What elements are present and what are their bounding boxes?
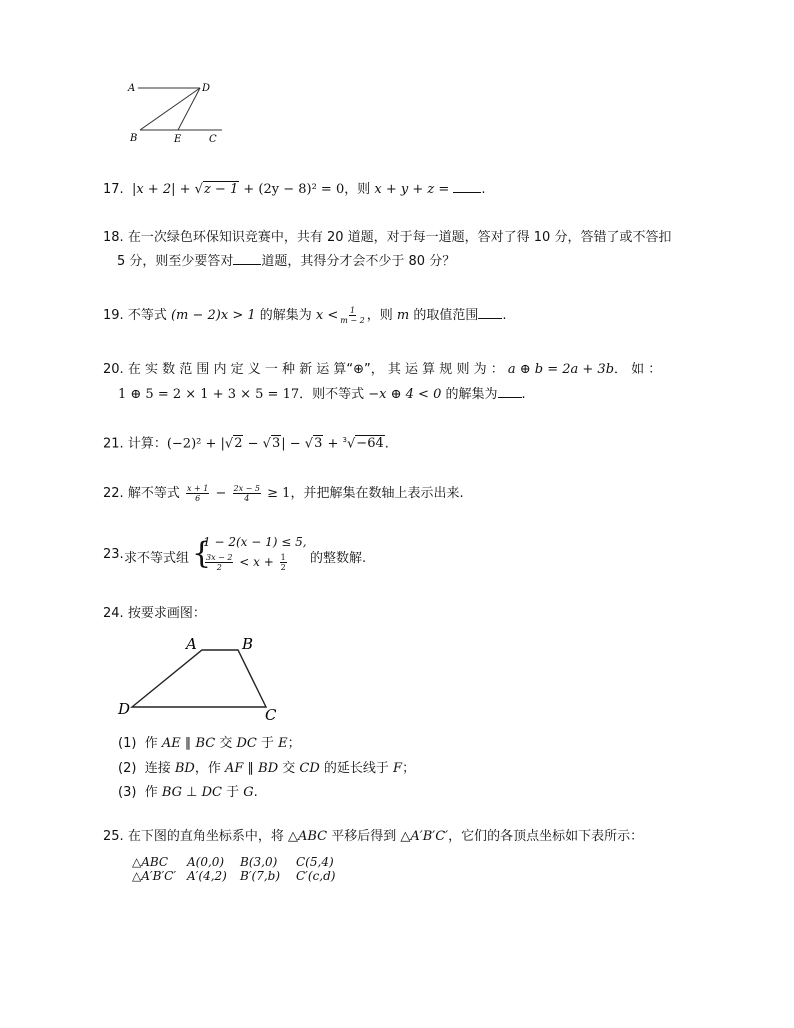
q22-text-b: ，并把解集在数轴上表示出来.	[290, 486, 464, 501]
figure-trapezoid	[116, 632, 286, 724]
pt: E	[278, 736, 288, 751]
q19-text-c: ，则	[366, 308, 397, 323]
table-row	[132, 869, 336, 883]
seg: BD	[174, 761, 195, 776]
seg: DC	[201, 785, 222, 800]
answer-blank[interactable]	[233, 252, 261, 265]
seg: AE	[161, 736, 181, 751]
label-b: B	[242, 635, 254, 653]
example: 1 ⊕ 5 = 2 × 1 + 3 × 5 = 17	[118, 387, 300, 402]
frac-num: 1	[280, 553, 286, 562]
q24-text: 按要求画图：	[127, 606, 206, 621]
t: 作	[144, 785, 162, 800]
t: 连接	[144, 761, 175, 776]
fraction-1	[186, 484, 209, 503]
seg: CD	[299, 761, 320, 776]
q19-text-b: 的解集为	[255, 308, 316, 323]
item-number: (3)	[118, 785, 137, 800]
pt: G	[243, 785, 254, 800]
t: 于	[221, 785, 244, 800]
label-b: B	[130, 133, 138, 144]
answer-blank[interactable]	[478, 306, 502, 319]
frac-den: 4	[244, 494, 250, 503]
q19-text-a: 不等式	[127, 308, 171, 323]
ge-one: ≥ 1	[263, 486, 291, 501]
table-cell: C(5,4)	[296, 855, 334, 869]
frac-num: 2x − 5	[233, 484, 261, 493]
period: .	[502, 308, 507, 323]
fraction	[340, 306, 364, 325]
question-20-line2	[118, 385, 526, 405]
q20-line2-mid: ．则不等式	[299, 387, 369, 402]
frac-den: 2	[280, 563, 286, 572]
t: 的延长线于	[319, 761, 394, 776]
inequality: −x ⊕ 4 < 0	[368, 387, 442, 402]
sqrt-2: 2	[234, 436, 243, 452]
seg: BG	[161, 785, 183, 800]
t: ；	[402, 761, 416, 776]
question-number: 17.	[103, 182, 124, 197]
q20-line1-end: ． 如 ：	[614, 362, 662, 377]
t: .	[253, 785, 258, 800]
triangle-abc: △ABC	[287, 829, 328, 844]
t: 交	[215, 736, 237, 751]
period: .	[521, 387, 526, 402]
brace: {	[192, 536, 212, 571]
sqrt-3: 3	[271, 436, 281, 452]
t: 作	[144, 736, 162, 751]
seg: AF	[224, 761, 244, 776]
question-number: 18.	[103, 230, 124, 245]
label-d: D	[118, 700, 131, 718]
question-18-line2	[117, 252, 455, 272]
table-cell: C′(c,d)	[296, 869, 336, 883]
question-number: 24.	[103, 606, 124, 621]
table-cell: B′(7,b)	[240, 869, 281, 883]
abs-term: |x + 2|	[131, 182, 176, 197]
sqrt-sign: √	[224, 436, 234, 452]
table-cell: B(3,0)	[240, 855, 278, 869]
seg: DC	[236, 736, 257, 751]
question-number: 23.	[103, 547, 124, 562]
q22-text-a: 解不等式	[127, 486, 184, 501]
q23-text-b: 的整数解.	[310, 551, 367, 566]
t: ∥	[180, 736, 196, 751]
t: ，作	[194, 761, 225, 776]
q18-line2a: 5 分，则至少要答对	[117, 254, 234, 269]
system-row-2	[203, 553, 289, 572]
q20-line2-end: 的解集为	[441, 387, 498, 402]
answer-blank[interactable]	[498, 385, 522, 398]
q18-line1: 在一次绿色环保知识竞赛中，共有 20 道题，对于每一道题，答对了得 10 分，答错了或不答扣	[127, 230, 672, 245]
row2-mid: < x +	[235, 555, 278, 569]
t: ；	[287, 736, 301, 751]
label-c: C	[209, 134, 217, 145]
inequality: (m − 2)x > 1	[170, 308, 256, 323]
label-a: A	[186, 635, 197, 653]
frac-den: 2	[216, 563, 222, 572]
seg: BD	[258, 761, 279, 776]
expr-c: +	[323, 436, 343, 452]
sqrt-sign: √	[262, 436, 271, 452]
q24-item-2	[118, 759, 415, 779]
question-20	[103, 360, 661, 380]
q25-text-b: 平移后得到	[327, 829, 401, 844]
t: ∥	[243, 761, 259, 776]
q19-text-d: 的取值范围	[409, 308, 479, 323]
seg: BC	[195, 736, 216, 751]
frac-num: 1	[349, 306, 356, 315]
question-number: 19.	[103, 308, 124, 323]
x-less: x <	[315, 308, 339, 323]
period: .	[384, 436, 389, 452]
plus: +	[175, 182, 195, 197]
rule: a ⊕ b = 2a + 3b	[507, 362, 615, 377]
minus: −	[211, 486, 231, 501]
label-d: D	[202, 83, 211, 94]
question-17	[103, 180, 486, 200]
sqrt-sign: √	[347, 436, 356, 452]
sum-expr: x + y + z =	[374, 182, 450, 197]
question-number: 21.	[103, 436, 124, 452]
label-a: A	[128, 83, 136, 94]
question-22	[103, 484, 464, 504]
q18-line2b: 道题，其得分才会不少于 80 分？	[261, 254, 456, 269]
label-c: C	[265, 706, 277, 724]
square-term: + (2y − 8)² = 0，则	[239, 182, 375, 197]
q20-line1: 在 实 数 范 围 内 定 义 一 种 新 运 算“⊕”， 其 运 算 规 则 为 ：	[127, 362, 504, 377]
label-e: E	[174, 134, 182, 145]
question-number: 20.	[103, 362, 124, 377]
sqrt-arg: z − 1	[203, 182, 239, 197]
table-cell: △A′B′C′	[132, 869, 177, 883]
q23-text-a: 求不等式组	[124, 551, 190, 566]
table-cell: A′(4,2)	[187, 869, 227, 883]
t: 于	[256, 736, 279, 751]
item-number: (1)	[118, 736, 137, 751]
q25-text-a: 在下图的直角坐标系中，将	[127, 829, 288, 844]
q21-text: 计算：	[127, 436, 167, 452]
triangle-abc-prime: △A′B′C′	[400, 829, 449, 844]
table-cell: △ABC	[132, 855, 169, 869]
cbrt-arg: −64	[356, 436, 384, 452]
q24-item-1	[118, 734, 301, 754]
sqrt-sign: √	[194, 182, 203, 197]
t: ⊥	[182, 785, 202, 800]
answer-blank[interactable]	[453, 180, 481, 193]
cbrt-index: 3	[342, 436, 347, 444]
sqrt-sign: √	[304, 436, 314, 452]
table-row	[132, 855, 336, 869]
q25-text-c: ，它们的各顶点坐标如下表所示：	[448, 829, 644, 844]
pt: F	[393, 761, 403, 776]
item-number: (2)	[118, 761, 137, 776]
frac-den: 6	[195, 494, 201, 503]
period: .	[481, 182, 486, 197]
var-m: m	[396, 308, 410, 323]
sqrt-3b: 3	[314, 436, 323, 452]
table-cell: A(0,0)	[187, 855, 225, 869]
q24-item-3	[118, 783, 258, 803]
frac-den: m − 2	[340, 316, 365, 325]
question-19	[103, 306, 506, 326]
question-24	[103, 604, 206, 624]
expr-a: (−2)² + |	[166, 436, 225, 452]
minus: −	[243, 436, 263, 452]
system-row-1: 1 − 2(x − 1) ≤ 5,	[203, 535, 307, 549]
frac-num: x + 1	[186, 484, 209, 493]
question-25	[103, 827, 643, 847]
frac-num: 3x − 2	[206, 553, 233, 562]
figure-top	[120, 78, 230, 150]
question-number: 22.	[103, 486, 124, 501]
t: 交	[278, 761, 300, 776]
question-18	[103, 228, 671, 248]
question-number: 25.	[103, 829, 124, 844]
expr-b: | −	[281, 436, 305, 452]
fraction-2	[233, 484, 261, 503]
question-21	[103, 430, 389, 454]
coordinate-table	[132, 855, 336, 883]
